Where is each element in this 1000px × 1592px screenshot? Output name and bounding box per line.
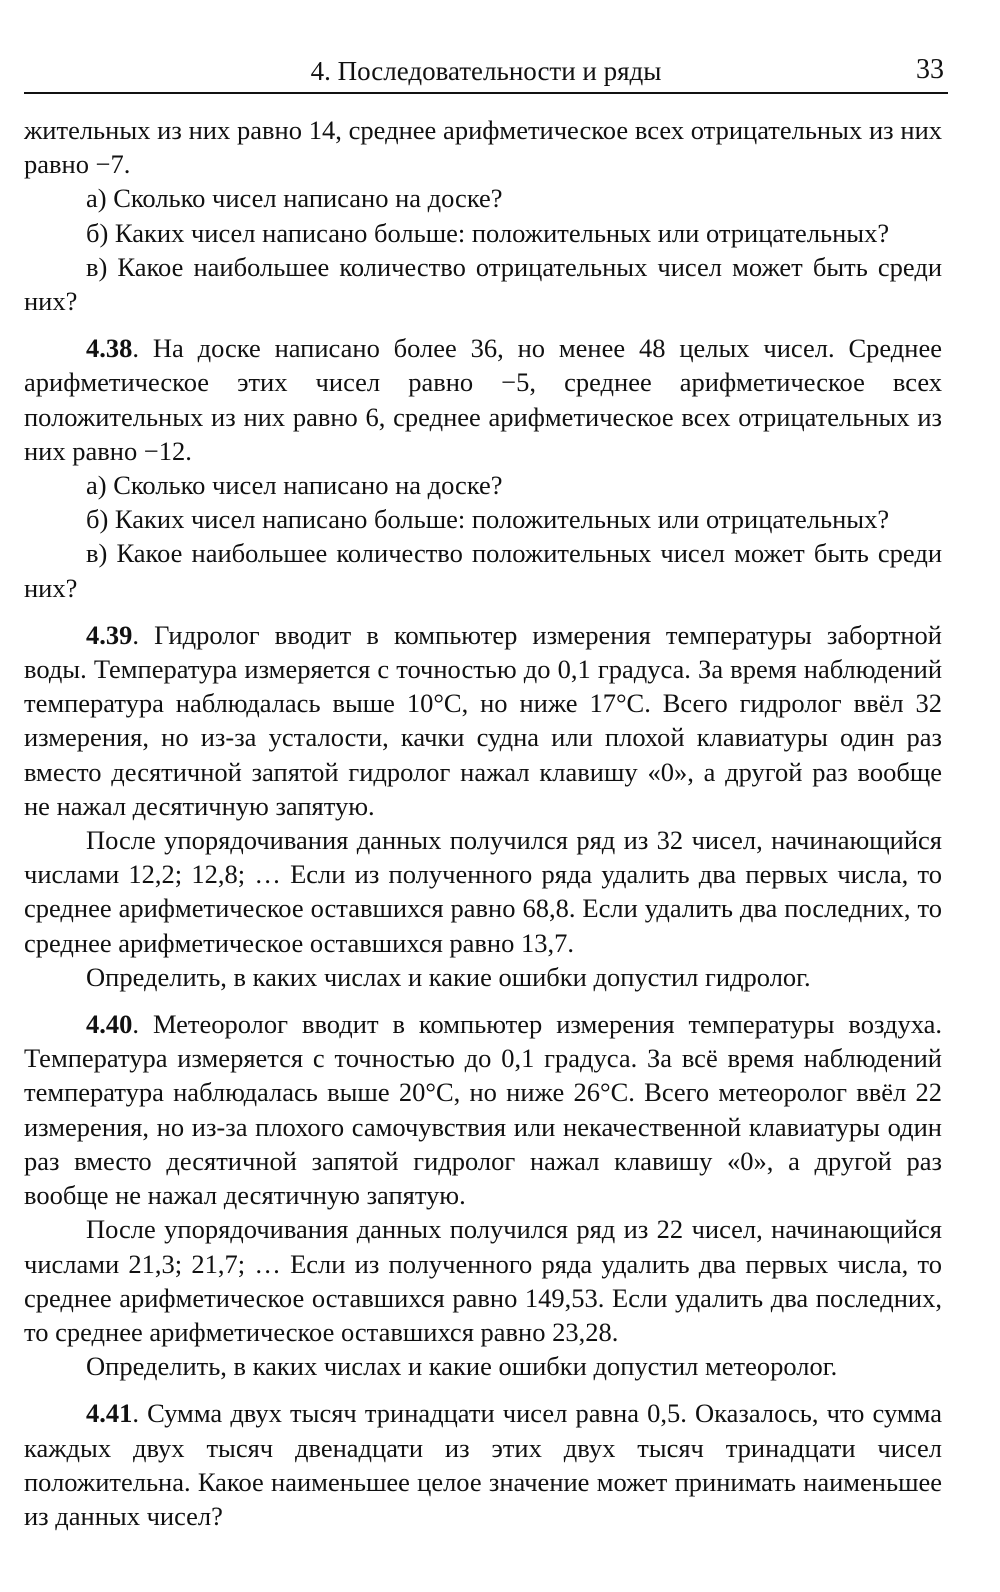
question-b: б) Каких чисел написано больше: положительных или отрицательных? bbox=[86, 504, 890, 535]
problem-text: . Метеоролог вводит в компьютер измерения температуры воздуха. Температура измеряется с точностью до 0,1 градуса. За всё время наблюдений температура наблюдалась выше 20°С, но ниже 26°С. Всего метеоролог ввёл 22 измерения, но из-за плохого самочувствия или некачественной клавиатуры один раз вместо десятичной запятой гидролог нажал клавишу «0», а другой раз вообще не нажал десятичную запятую. bbox=[24, 1009, 942, 1211]
problem-text: . Гидролог вводит в компьютер измерения температуры забортной воды. Температура измеряется с точностью до 0,1 градуса. За время наблюдений температура наблюдалась выше 10°С, но ниже 17°С. Всего гидролог ввёл 32 измерения, но из-за усталости, качки судна или плохой клавиатуры один раз вместо десятичной запятой гидролог нажал клавишу «0», а другой раз вообще не нажал десятичную запятую. bbox=[24, 619, 942, 821]
chapter-title: 4. Последовательности и ряды bbox=[310, 56, 662, 86]
problem-4-38 bbox=[24, 331, 942, 468]
question-b: б) Каких чисел написано больше: положительных или отрицательных? bbox=[86, 217, 890, 248]
problem-paragraph: После упорядочивания данных получился ряд из 32 чисел, начинающийся числами 12,2; 12,8; … Если из полученного ряда удалить два первых числа, то среднее арифметическое оставшихся равно 68,8. Если удалить два последних, то среднее арифметическое оставшихся равно 13,7. bbox=[24, 825, 942, 958]
problem-task: Определить, в каких числах и какие ошибки допустил гидролог. bbox=[86, 961, 811, 992]
problem-number: 4.41 bbox=[86, 1398, 133, 1429]
question-c: в) Какое наибольшее количество отрицательных чисел может быть среди них? bbox=[24, 251, 942, 317]
continued-paragraph: жительных из них равно 14, среднее арифметическое всех отрицательных из них равно −7. bbox=[24, 115, 942, 180]
problem-4-41 bbox=[24, 1396, 942, 1533]
question-a: а) Сколько чисел написано на доске? bbox=[86, 470, 503, 501]
problem-text: . Сумма двух тысяч тринадцати чисел равна 0,5. Оказалось, что сумма каждых двух тысяч двенадцати из этих двух тысяч тринадцати чисел положительна. Какое наименьшее целое значение может принимать наименьшее из данных чисел? bbox=[24, 1398, 942, 1531]
page-body bbox=[24, 113, 942, 1533]
page-number: 33 bbox=[916, 54, 944, 85]
problem-task: Определить, в каких числах и какие ошибки допустил метеоролог. bbox=[86, 1351, 838, 1382]
problem-number: 4.38 bbox=[86, 333, 133, 364]
question-c: в) Какое наибольшее количество положительных чисел может быть среди них? bbox=[24, 538, 942, 603]
problem-number: 4.40 bbox=[86, 1009, 133, 1040]
problem-4-39 bbox=[24, 618, 942, 823]
running-header bbox=[24, 48, 948, 94]
problem-number: 4.39 bbox=[86, 619, 133, 650]
problem-4-40 bbox=[24, 1007, 942, 1212]
problem-text: . На доске написано более 36, но менее 48 целых чисел. Среднее арифметическое этих чисел равно −5, среднее арифметическое всех положительных из них равно 6, среднее арифметическое всех отрицательных из них равно −12. bbox=[24, 333, 942, 466]
question-a: а) Сколько чисел написано на доске? bbox=[86, 183, 503, 214]
problem-paragraph: После упорядочивания данных получился ряд из 22 чисел, начинающийся числами 21,3; 21,7; … Если из полученного ряда удалить два первых числа, то среднее арифметическое оставшихся равно 149,53. Если удалить два последних, то среднее арифметическое оставшихся равно 23,28. bbox=[24, 1214, 942, 1347]
